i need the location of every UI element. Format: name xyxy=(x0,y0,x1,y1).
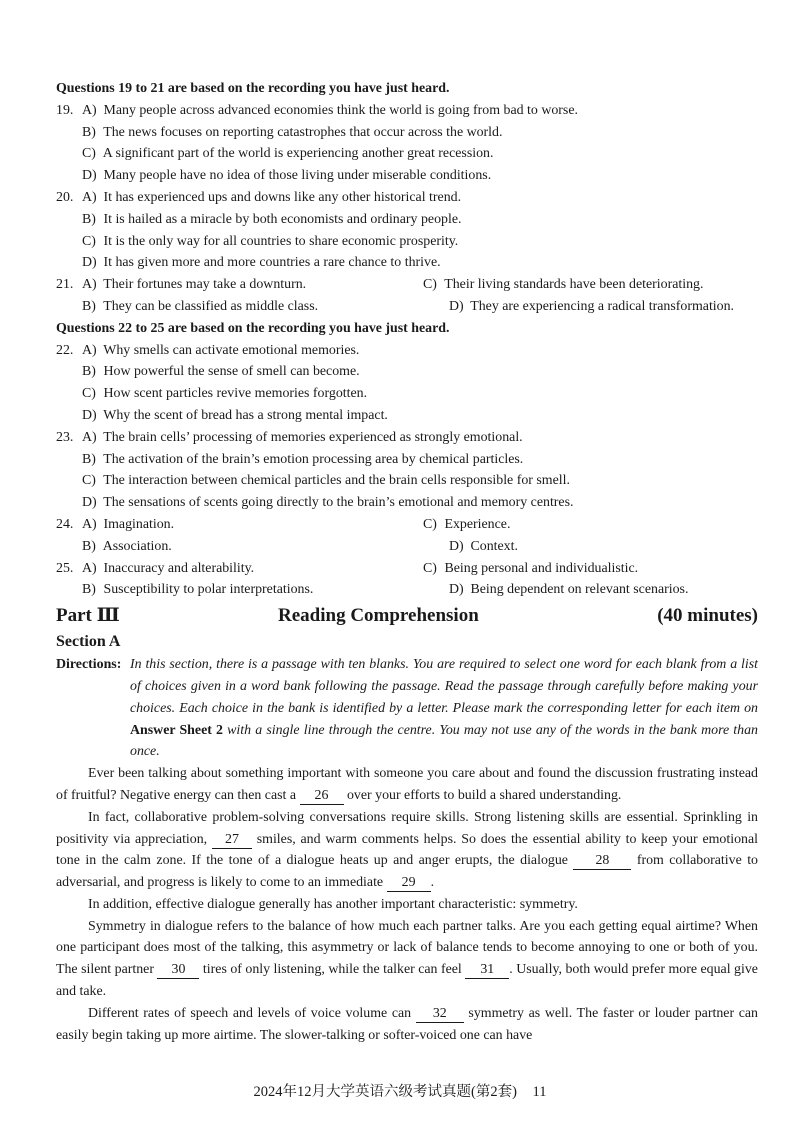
question-22-option-a: 22. A) Why smells can activate emotional memories. xyxy=(56,342,360,358)
blank-31: 31 xyxy=(465,962,509,979)
blank-32: 32 xyxy=(416,1006,464,1023)
passage-paragraph-3: In addition, effective dialogue generally has another important characteristic: symmetry. xyxy=(88,896,578,912)
question-group-heading: Questions 22 to 25 are based on the recording you have just heard. xyxy=(56,320,450,336)
question-24-row-1: 24. A) Imagination. C) Experience. xyxy=(56,516,511,532)
question-21-row-2: B) They can be classified as middle class. D) They are experiencing a radical transformation. xyxy=(82,298,735,314)
question-19-option-d: D) Many people have no idea of those living under miserable conditions. xyxy=(82,168,492,184)
question-23-option-a: 23. A) The brain cells’ processing of memories experienced as strongly emotional. xyxy=(56,429,523,445)
question-25-row-1: 25. A) Inaccuracy and alterability. C) Being personal and individualistic. xyxy=(56,560,639,576)
question-24-option-d: Context. xyxy=(470,538,518,554)
question-21-option-c: Their living standards have been deteriorating. xyxy=(444,277,704,293)
blank-28: 28 xyxy=(573,853,631,870)
question-22-option-b: B) How powerful the sense of smell can become. xyxy=(82,364,360,380)
section-title: Section A xyxy=(56,633,121,651)
question-24-option-a: Imagination. xyxy=(103,516,175,532)
question-24-option-b: Association. xyxy=(102,538,172,554)
part-label: Part Ⅲ xyxy=(56,605,120,627)
blank-27: 27 xyxy=(212,832,252,849)
question-19-option-c: C) A significant part of the world is experiencing another great recession. xyxy=(82,146,494,162)
part-time: (40 minutes) xyxy=(657,605,758,627)
question-23-option-b: B) The activation of the brain’s emotion processing area by chemical particles. xyxy=(82,451,524,467)
part-title: Reading Comprehension xyxy=(278,605,479,627)
question-23-option-c: C) The interaction between chemical particles and the brain cells responsible for smell. xyxy=(82,473,570,489)
directions-text: In this section, there is a passage with ten blanks. You are required to select one word for each blank from a list of choices given in a word bank following the passage. Read the passage through carefully before making your choices. Each choice in the bank is identified by a letter. Please mark the corresponding letter for each item on Answer Sheet 2 with a single line through the centre. You may not use any of the words in the bank more than once. xyxy=(130,657,758,760)
blank-29: 29 xyxy=(387,875,431,892)
question-22-option-c: C) How scent particles revive memories forgotten. xyxy=(82,386,368,402)
directions xyxy=(56,654,758,763)
part-header xyxy=(56,603,758,629)
question-21-option-b: They can be classified as middle class. xyxy=(103,298,319,314)
passage-paragraph-5: Different rates of speech and levels of voice volume can 32 symmetry as well. The faster or louder partner can easily begin taking up more airtime. The slower-talking or softer-voiced one can have xyxy=(56,1005,758,1043)
passage-paragraph-4: Symmetry in dialogue refers to the balance of how much each partner talks. Are you each getting equal airtime? When one participant does most of the talking, this asymmetry or lack of balance tends to become annoying to one or both of you. The silent partner 30 tires of only listening, while the talker can feel 31 . Usually, both would prefer more equal give and take. xyxy=(56,918,758,1000)
footer-title: 2024年12月大学英语六级考试真题(第2套) xyxy=(253,1084,517,1100)
question-25-option-d: Being dependent on relevant scenarios. xyxy=(470,582,689,598)
question-24-row-2: B) Association. D) Context. xyxy=(82,538,518,554)
question-22-option-d: D) Why the scent of bread has a strong mental impact. xyxy=(82,407,388,423)
question-25-option-b: Susceptibility to polar interpretations. xyxy=(103,582,314,598)
question-20-option-c: C) It is the only way for all countries to share economic prosperity. xyxy=(82,233,459,249)
question-20-option-a: 20. A) It has experienced ups and downs like any other historical trend. xyxy=(56,189,462,205)
question-21-option-d: They are experiencing a radical transformation. xyxy=(470,298,735,314)
question-19-option-b: B) The news focuses on reporting catastrophes that occur across the world. xyxy=(82,124,503,140)
question-20-option-d: D) It has given more and more countries a rare chance to thrive. xyxy=(82,255,441,271)
question-25-row-2: B) Susceptibility to polar interpretations. D) Being dependent on relevant scenarios. xyxy=(82,582,689,598)
blank-30: 30 xyxy=(157,962,199,979)
question-21-row-1: 21. A) Their fortunes may take a downturn. C) Their living standards have been deteriorating. xyxy=(56,277,704,293)
page-number: 11 xyxy=(532,1084,547,1100)
question-group-heading: Questions 19 to 21 are based on the recording you have just heard. xyxy=(56,81,450,96)
question-25-option-c: Being personal and individualistic. xyxy=(444,560,639,576)
question-24-option-c: Experience. xyxy=(444,516,511,532)
exam-page xyxy=(56,78,758,1046)
page-footer xyxy=(0,1080,800,1101)
passage-paragraph-1: Ever been talking about something important with someone you care about and found the discussion frustrating instead of fruitful? Negative energy can then cast a 26 over your efforts to build a shared understanding. xyxy=(56,766,758,803)
question-21-option-a: Their fortunes may take a downturn. xyxy=(103,277,307,293)
question-19-option-a: 19. A) Many people across advanced economies think the world is going from bad to worse. xyxy=(56,102,578,118)
blank-26: 26 xyxy=(300,788,344,805)
passage-paragraph-2: In fact, collaborative problem-solving conversations require skills. Strong listening skills are essential. Sprinkling in positivity via appreciation, 27 smiles, and warm comments helps. So does the essential ability to keep your emotional tone in the calm zone. If the tone of a dialogue heats up and anger erupts, the dialogue 28 from collaborative to adversarial, and progress is likely to come to an immediate 29 . xyxy=(56,809,759,891)
directions-label: Directions: xyxy=(56,657,122,673)
question-23-option-d: D) The sensations of scents going directly to the brain’s emotional and memory centres. xyxy=(82,495,574,511)
question-20-option-b: B) It is hailed as a miracle by both economists and ordinary people. xyxy=(82,211,462,227)
question-25-option-a: Inaccuracy and alterability. xyxy=(103,560,255,576)
